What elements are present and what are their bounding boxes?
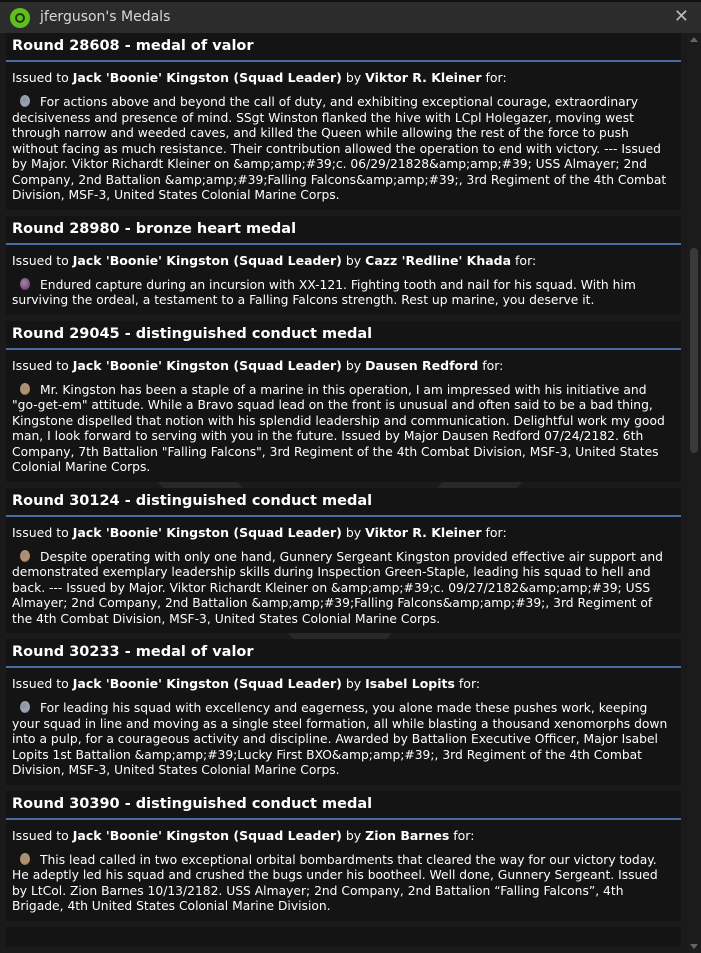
medal-entry: [6, 488, 681, 634]
for-label: for:: [478, 357, 504, 373]
scroll-down-arrow-icon[interactable]: [690, 944, 698, 949]
citation-text-block: [6, 268, 681, 315]
medal-of-valor-icon: [20, 701, 30, 713]
medal-entry: [6, 791, 681, 921]
recipient-name: Jack 'Boonie' Kingston (Squad Leader): [72, 676, 342, 691]
scrollbar-thumb[interactable]: [690, 248, 698, 453]
issued-to-label: Issued to: [12, 252, 73, 268]
for-label: for:: [511, 252, 537, 268]
by-label: by: [341, 252, 366, 268]
medal-entry: [6, 216, 681, 315]
medal-header: Round 28608 - medal of valor: [6, 33, 681, 62]
citation-text-block: [6, 540, 681, 634]
by-label: by: [341, 524, 366, 540]
issuer-name: Cazz 'Redline' Khada: [365, 252, 512, 268]
medal-entry: [6, 321, 681, 482]
by-label: by: [341, 827, 366, 843]
conduct-medal-icon: [20, 550, 30, 562]
scrollbar[interactable]: [688, 33, 701, 953]
medal-header: Round 30124 - distinguished conduct medal: [6, 488, 681, 517]
eye-icon: [10, 8, 30, 28]
citation-text: This lead called in two exceptional orbital bombardments that cleared the way for our victory today. He adeptly led his squad and crushed the bugs under his bootheel. Well done, Gunnery Sergeant. Issued by LtCol. Zion Barnes 10/13/2182. USS Almayer; 2nd Company, 2nd Battalion “Falling Falcons”, 4th Brigade, 4th United States Colonial Marine Division.: [12, 852, 658, 913]
issued-line: [6, 62, 681, 85]
issued-line: [6, 245, 681, 268]
recipient-name: Jack 'Boonie' Kingston (Squad Leader): [72, 252, 342, 268]
recipient-name: Jack 'Boonie' Kingston (Squad Leader): [72, 524, 342, 540]
by-label: by: [341, 357, 366, 373]
recipient-name: Jack 'Boonie' Kingston (Squad Leader): [72, 357, 342, 373]
citation-text-block: [6, 373, 681, 482]
medal-header: Round 30390 - distinguished conduct medal: [6, 791, 681, 820]
conduct-medal-icon: [20, 383, 30, 395]
medal-entry: [6, 33, 681, 210]
recipient-name: Jack 'Boonie' Kingston (Squad Leader): [72, 70, 342, 85]
scroll-up-arrow-icon[interactable]: [690, 37, 698, 42]
medal-header: Round 28980 - bronze heart medal: [6, 216, 681, 245]
issued-to-label: Issued to: [12, 357, 73, 373]
medal-of-valor-icon: [20, 95, 30, 107]
issuer-name: Viktor R. Kleiner: [365, 524, 482, 540]
window-title: jferguson's Medals: [40, 9, 171, 25]
issued-to-label: Issued to: [12, 524, 73, 540]
by-label: by: [341, 70, 366, 85]
medal-header: Round 29045 - distinguished conduct medal: [6, 321, 681, 350]
conduct-medal-icon: [20, 853, 30, 865]
for-label: for:: [449, 827, 475, 843]
for-label: for:: [454, 676, 481, 691]
issuer-name: Isabel Lopits: [365, 676, 455, 691]
issued-line: [6, 668, 681, 691]
medal-entry: [6, 639, 681, 785]
citation-text: Despite operating with only one hand, Gunnery Sergeant Kingston provided effective air support and demonstrated exemplary leadership skills during Inspection Green-Staple, leading his squad to hell and back. --- Issued by Major. Viktor Richardt Kleiner on &amp;amp;#39;c. 09/27/2182&amp;amp;#39; USS Almayer; 2nd Company, 2nd Battalion &amp;amp;#39;Falling Falcons&amp;amp;#39;, 3rd Regiment of the 4th Combat Division, MSF-3, United States Colonial Marine Corps.: [12, 549, 663, 626]
issued-to-label: Issued to: [12, 70, 73, 85]
recipient-name: Jack 'Boonie' Kingston (Squad Leader): [72, 827, 342, 843]
for-label: for:: [481, 524, 507, 540]
for-label: for:: [481, 70, 507, 85]
citation-text-block: [6, 691, 681, 785]
issued-line: [6, 820, 681, 843]
title-bar[interactable]: [0, 0, 701, 33]
issued-line: [6, 350, 681, 373]
citation-text: For leading his squad with excellency and eagerness, you alone made these pushes work, keeping your squad in line and moving as a single steel formation, all while blasting a thousand xenomorphs down into a pulp, for a courageous activity and discipline. Awarded by Battalion Executive Officer, Major Isabel Lopits 1st Battalion &amp;amp;#39;Lucky First BXO&amp;amp;#39;, 3rd Regiment of the 4th Combat Division, MSF-3, United States Colonial Marine Corps.: [12, 701, 668, 777]
bronze-heart-icon: [20, 278, 30, 290]
citation-text-block: [6, 843, 681, 921]
issued-line: [6, 517, 681, 540]
citation-text: Mr. Kingston has been a staple of a marine in this operation, I am impressed with his initiative and "go-get-em" attitude. While a Bravo squad lead on the front is unusual and often said to be a bad thing, Kingstone dispelled that notion with his splendid leadership and communication. Delightful work my good man, I look forward to serving with you in the future. Issued by Major Dausen Redford 07/24/2182. 6th Company, 7th Battalion "Falling Falcons", 3rd Regiment of the 4th Combat Division, MSF-3, United States Colonial Marine Corps.: [12, 382, 665, 474]
by-label: by: [341, 676, 366, 691]
citation-text: For actions above and beyond the call of duty, and exhibiting exceptional courage, extraordinary decisiveness and presence of mind. SSgt Winston flanked the hive with LCpl Holegazer, moving west through narrow and weeded caves, and killed the Queen while allowing the rest of the force to push without facing as much resistance. Their contribution allowed the operation to end with victory. --- Issued by Major. Viktor Richardt Kleiner on &amp;amp;#39;c. 06/29/21828&amp;amp;#39; USS Almayer; 2nd Company, 2nd Battalion &amp;amp;#39;Falling Falcons&amp;amp;#39;, 3rd Regiment of the 4th Combat Division, MSF-3, United States Colonial Marine Corps.: [12, 95, 667, 202]
citation-text-block: [6, 85, 681, 210]
citation-text: Endured capture during an incursion with XX-121. Fighting tooth and nail for his squad. With him surviving the ordeal, a testament to a Falling Falcons strength. Rest up marine, you deserve it.: [12, 277, 636, 307]
issuer-name: Viktor R. Kleiner: [365, 70, 482, 85]
close-button[interactable]: ✕: [673, 6, 689, 27]
issuer-name: Dausen Redford: [365, 357, 479, 373]
medal-header: Round 30233 - medal of valor: [6, 639, 681, 668]
medals-list: [0, 33, 688, 953]
issuer-name: Zion Barnes: [365, 827, 450, 843]
issued-to-label: Issued to: [12, 676, 73, 691]
medal-entry-partial: [6, 927, 681, 947]
issued-to-label: Issued to: [12, 827, 73, 843]
